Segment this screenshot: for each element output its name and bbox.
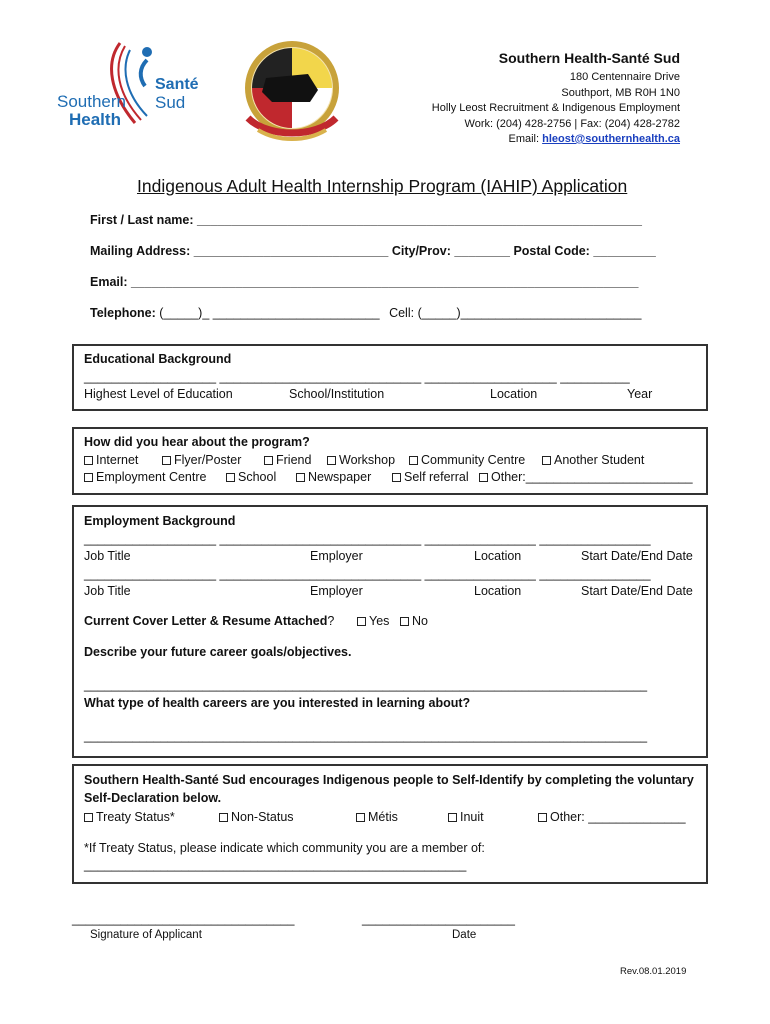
employment-heading: Employment Background — [84, 514, 236, 528]
self-id-section — [72, 764, 708, 884]
referral-heading: How did you hear about the program? — [84, 435, 310, 449]
cover-letter-question-mark: ? — [327, 614, 335, 628]
org-email-label: Email: — [508, 133, 540, 145]
name-field[interactable]: First / Last name: ________________________________________________________________ — [90, 213, 642, 227]
checkbox-icon[interactable] — [296, 473, 305, 482]
checkbox-icon[interactable] — [84, 456, 93, 465]
org-contact-person: Holly Leost Recruitment & Indigenous Employment — [431, 102, 680, 114]
referral-option-community[interactable]: Community Centre — [409, 453, 525, 467]
page-title: Indigenous Adult Health Internship Program (IAHIP) Application — [137, 176, 628, 196]
referral-option-other[interactable]: Other:________________________ — [479, 470, 693, 484]
employment-col-employer-1: Employer — [310, 549, 363, 563]
logo-text-sud: Sud — [155, 93, 186, 112]
cover-letter-yes[interactable]: Yes — [357, 614, 389, 628]
cell-field[interactable]: (_____)__________________________ — [417, 306, 642, 320]
treaty-community-note: *If Treaty Status, please indicate which community you are a member of: — [84, 841, 485, 855]
education-lines[interactable]: ___________________ _____________________________ ___________________ __________ — [84, 370, 630, 384]
referral-option-self[interactable]: Self referral — [392, 470, 469, 484]
cover-letter-label: Current Cover Letter & Resume Attached — [84, 614, 328, 628]
checkbox-icon[interactable] — [226, 473, 235, 482]
referral-option-friend[interactable]: Friend — [264, 453, 311, 467]
seal-emblem-icon — [238, 38, 346, 150]
self-id-option-other[interactable]: Other: ______________ — [538, 810, 686, 824]
self-id-text-line2: Self-Declaration below. — [84, 791, 222, 805]
employment-section — [72, 505, 708, 758]
employment-col-location-1: Location — [474, 549, 522, 563]
checkbox-icon[interactable] — [264, 456, 273, 465]
education-col-school: School/Institution — [289, 387, 385, 401]
date-line[interactable]: ______________________ — [362, 912, 515, 926]
employment-col-location-2: Location — [474, 584, 522, 598]
southern-health-logo — [55, 38, 215, 138]
org-name: Southern Health-Santé Sud — [498, 50, 680, 66]
career-goals-label: Describe your future career goals/objectives. — [84, 645, 352, 659]
checkbox-icon[interactable] — [448, 813, 457, 822]
cell-label: Cell: — [389, 306, 415, 320]
referral-option-flyer[interactable]: Flyer/Poster — [162, 453, 241, 467]
checkbox-icon[interactable] — [357, 617, 366, 626]
self-id-option-treaty[interactable]: Treaty Status* — [84, 810, 175, 824]
mailing-address-field[interactable]: Mailing Address: ____________________________ City/Prov: ________ Postal Code: _________ — [90, 244, 656, 258]
checkbox-icon[interactable] — [327, 456, 336, 465]
self-id-option-metis[interactable]: Métis — [356, 810, 398, 824]
cover-letter-row — [84, 614, 334, 628]
treaty-community-line[interactable]: _______________________________________________________ — [84, 858, 467, 872]
checkbox-icon[interactable] — [409, 456, 418, 465]
self-id-text-line1: Southern Health-Santé Sud encourages Indigenous people to Self-Identify by completing the voluntary — [84, 773, 694, 787]
referral-option-student[interactable]: Another Student — [542, 453, 644, 467]
self-id-option-inuit[interactable]: Inuit — [448, 810, 484, 824]
indigenous-seal — [238, 38, 346, 150]
checkbox-icon[interactable] — [538, 813, 547, 822]
org-address-line1: 180 Centennaire Drive — [569, 71, 680, 83]
checkbox-icon[interactable] — [356, 813, 365, 822]
employment-col-dates-1: Start Date/End Date — [581, 549, 693, 563]
org-address-line2: Southport, MB R0H 1N0 — [561, 86, 680, 99]
checkbox-icon[interactable] — [542, 456, 551, 465]
checkbox-icon[interactable] — [219, 813, 228, 822]
health-careers-line[interactable]: _________________________________________________________________________________ — [84, 729, 648, 743]
org-phone-fax: Work: (204) 428-2756 | Fax: (204) 428-2782 — [464, 117, 680, 130]
referral-option-workshop[interactable]: Workshop — [327, 453, 395, 467]
signature-label: Signature of Applicant — [90, 929, 202, 941]
logo-text-southern: Southern — [57, 92, 126, 111]
checkbox-icon[interactable] — [400, 617, 409, 626]
cover-letter-no[interactable]: No — [400, 614, 428, 628]
org-email-link[interactable]: hleost@southernhealth.ca — [542, 133, 680, 145]
telephone-row — [90, 306, 641, 320]
checkbox-icon[interactable] — [479, 473, 488, 482]
referral-option-employment[interactable]: Employment Centre — [84, 470, 206, 484]
logo-text-sante: Santé — [155, 76, 199, 93]
checkbox-icon[interactable] — [162, 456, 171, 465]
org-contact-block — [432, 70, 680, 148]
self-id-option-non-status[interactable]: Non-Status — [219, 810, 294, 824]
employment-lines-2[interactable]: ___________________ _____________________________ ________________ ________________ — [84, 567, 651, 581]
employment-col-job-1: Job Title — [84, 549, 131, 563]
checkbox-icon[interactable] — [84, 473, 93, 482]
education-section — [72, 344, 708, 411]
career-goals-line[interactable]: _________________________________________________________________________________ — [84, 678, 648, 692]
education-col-location: Location — [490, 387, 538, 401]
education-col-level: Highest Level of Education — [84, 387, 233, 401]
employment-col-job-2: Job Title — [84, 584, 131, 598]
referral-section — [72, 427, 708, 495]
referral-option-internet[interactable]: Internet — [84, 453, 138, 467]
email-field[interactable]: Email: _________________________________________________________________________ — [90, 275, 639, 289]
org-email-line — [432, 132, 680, 148]
logo-text-health: Health — [69, 110, 121, 129]
date-label: Date — [452, 929, 477, 941]
education-heading: Educational Background — [84, 352, 232, 366]
referral-option-school[interactable]: School — [226, 470, 276, 484]
signature-line[interactable]: ________________________________ — [72, 912, 295, 926]
revision-date: Rev.08.01.2019 — [620, 966, 687, 977]
telephone-field[interactable]: (_____)_ ________________________ — [159, 306, 380, 320]
checkbox-icon[interactable] — [392, 473, 401, 482]
telephone-label: Telephone: — [90, 306, 156, 320]
employment-lines-1[interactable]: ___________________ _____________________________ ________________ ________________ — [84, 532, 651, 546]
employment-col-employer-2: Employer — [310, 584, 363, 598]
referral-option-newspaper[interactable]: Newspaper — [296, 470, 371, 484]
employment-col-dates-2: Start Date/End Date — [581, 584, 693, 598]
health-careers-label: What type of health careers are you interested in learning about? — [84, 696, 471, 710]
checkbox-icon[interactable] — [84, 813, 93, 822]
education-col-year: Year — [627, 387, 653, 401]
